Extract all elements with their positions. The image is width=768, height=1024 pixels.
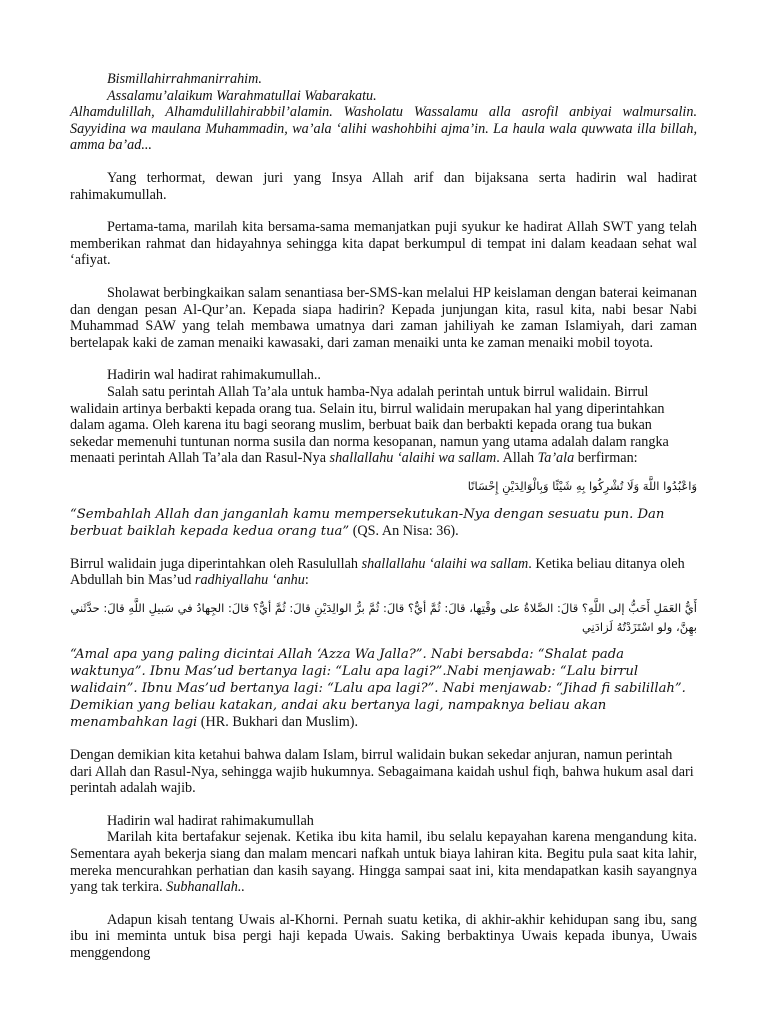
italic-phrase: radhiyallahu ‘anhu <box>194 572 305 589</box>
gratitude-paragraph: Pertama-tama, marilah kita bersama-sama memanjatkan puji syukur ke hadirat Allah SWT yang telah memberikan rahmat dan hidayahnya sehingga kita dapat berkumpul di tempat ini dalam keadaan sehat wal ‘afiyat. <box>70 219 697 269</box>
arabic-hadith: أَيُّ العَمَلِ أَحَبُّ إلى اللَّهِ؟ قالَ: الصَّلاةُ على وقْتِها، قالَ: ثُمَّ أيٌّ؟ قالَ: ثُمَّ برُّ الوالِدَيْنِ قالَ: ثُمَّ أيٌّ؟ قالَ: الجِهادُ في سَبيلِ اللَّهِ قالَ: حدَّثَني بهِنَّ، ولو اسْتَزَدْتُهُ لَزادَنِي <box>70 601 697 635</box>
spacer <box>70 731 697 747</box>
birrul-walidain-paragraph <box>70 384 697 467</box>
spacer <box>70 351 697 367</box>
salam-line: Assalamu’alaikum Warahmatullai Wabarakatu. <box>107 87 377 104</box>
greeting-paragraph: Yang terhormat, dewan juri yang Insya Allah arif dan bijaksana serta hadirin wal hadirat rahimakumullah. <box>70 169 697 203</box>
hadirin-heading: Hadirin wal hadirat rahimakumullah.. <box>107 367 321 384</box>
paragraph-text: . Ketika beliau ditanya oleh Abdullah bin Mas’ud <box>70 555 685 589</box>
spacer <box>70 269 697 285</box>
paragraph-text: Birrul walidain juga diperintahkan oleh Rasulullah <box>70 555 362 572</box>
arabic-verse: وَاعْبُدُوا اللَّهَ وَلَا تُشْرِكُوا بِهِ شَيْئًا وَبِالْوَالِدَيْنِ إِحْسَانًا <box>467 478 697 493</box>
hadirin-heading: Hadirin wal hadirat rahimakumullah <box>107 812 314 829</box>
italic-phrase: Ta’ala <box>537 450 575 467</box>
paragraph-text: Salah satu perintah Allah Ta’ala untuk hamba-Nya adalah perintah untuk birrul walidain. Birrul walidain artinya berbakti kepada orang tua. Selain itu, birrul walidain merupakan hal yang diperintahkan dalam agama. Oleh karena itu bagi seorang muslim, berbuat baik dan berbakti kepada orang tua bukan sekedar memenuhi tuntunan norma susila dan norma kesopanan, namun yang utama adalah dalam rangka menaati perintah Allah Ta’ala dan Rasul-Nya <box>70 383 669 467</box>
basmalah-line: Bismillahirrahmanirrahim. <box>107 71 262 87</box>
hamdalah-paragraph: Alhamdulillah, Alhamdulillahirabbil’alamin. Washolatu Wassalamu alla asrofil anbiyai walmursalin. Sayyidina wa maulana Muhammadin, wa’ala ‘alihi washohbihi ajma’in. La haula wala quwwata illa billah, amma ba’ad... <box>70 104 697 154</box>
hadith-reference: (HR. Bukhari dan Muslim). <box>197 714 359 731</box>
uwais-story-paragraph: Adapun kisah tentang Uwais al-Khorni. Pernah suatu ketika, di akhir-akhir kehidupan sang ibu, sang ibu ini meminta untuk bisa pergi haji kepada Uwais. Saking berbaktinya Uwais kepada ibunya, Uwais menggendong <box>70 911 697 961</box>
translation-text: “Sembahlah Allah dan janganlah kamu mempersekutukan-Nya dengan sesuatu pun. Dan berbuat baiklah kepada kedua orang tua” <box>70 506 665 539</box>
italic-phrase: Subhanallah.. <box>166 879 245 896</box>
sholawat-paragraph: Sholawat berbingkaikan salam senantiasa ber-SMS-kan melalui HP keislaman dengan baterai keimanan dan dengan pesan Al-Qur’an. Kepada siapa hadirin? Kepada junjungan kita, rasul kita, nabi besar Nabi Muhammad SAW yang telah membawa umatnya dari zaman jahiliyah ke zaman Islamiyah, dari zaman bertelapak kaki de zaman menaiki kawasaki, dari zaman menaiki unta ke zaman menaiki mobil toyota. <box>70 284 697 351</box>
paragraph-text: berfirman: <box>574 450 638 467</box>
spacer <box>70 797 697 813</box>
spacer <box>70 540 697 556</box>
verse-reference: (QS. An Nisa: 36). <box>349 522 459 539</box>
paragraph-text: Marilah kita bertafakur sejenak. Ketika ibu kita hamil, ibu selalu kepayahan karena mengandung kita. Sementara ayah bekerja siang dan malam mencari nafkah untuk biaya lahiran kita. Begitu pula saat kita lahir, mereka mencurahkan perhatian dan kasih sayang. Hingga sampai saat ini, kita mendapatkan kasih sayangnya yang tak terkira. <box>70 829 697 896</box>
reflection-paragraph <box>70 829 697 895</box>
document-page <box>70 71 697 962</box>
hadith-translation <box>70 646 697 731</box>
verse-translation <box>70 506 697 540</box>
conclusion-paragraph: Dengan demikian kita ketahui bahwa dalam Islam, birrul walidain bukan sekedar anjuran, namun perintah dari Allah dan Rasul-Nya, sehingga wajib hukumnya. Sebagaimana kaidah ushul fiqh, bahwa hukum asal dari perintah adalah wajib. <box>70 747 694 797</box>
paragraph-text: : <box>304 572 309 589</box>
spacer <box>70 203 697 219</box>
spacer <box>70 896 697 912</box>
italic-phrase: shallallahu ‘alaihi wa sallam <box>361 555 529 572</box>
translation-text: “Amal apa yang paling dicintai Allah ‘Azza Wa Jalla?”. Nabi bersabda: “Shalat pada waktunya”. Ibnu Mas’ud bertanya lagi: “Lalu apa lagi?”.Nabi menjawab: “Lalu birrul walidain”. Ibnu Mas’ud bertanya lagi: “Lalu apa lagi?”. Nabi menjawab: “Jihad fi sabilillah”. Demikian yang beliau katakan, andai aku bertanya lagi, nampaknya beliau akan menambahkan lagi <box>70 647 686 731</box>
spacer <box>70 154 697 170</box>
paragraph-text: . Allah <box>496 450 538 467</box>
italic-phrase: shallallahu ‘alaihi wa sallam <box>329 450 497 467</box>
hadith-intro-paragraph <box>70 556 697 589</box>
